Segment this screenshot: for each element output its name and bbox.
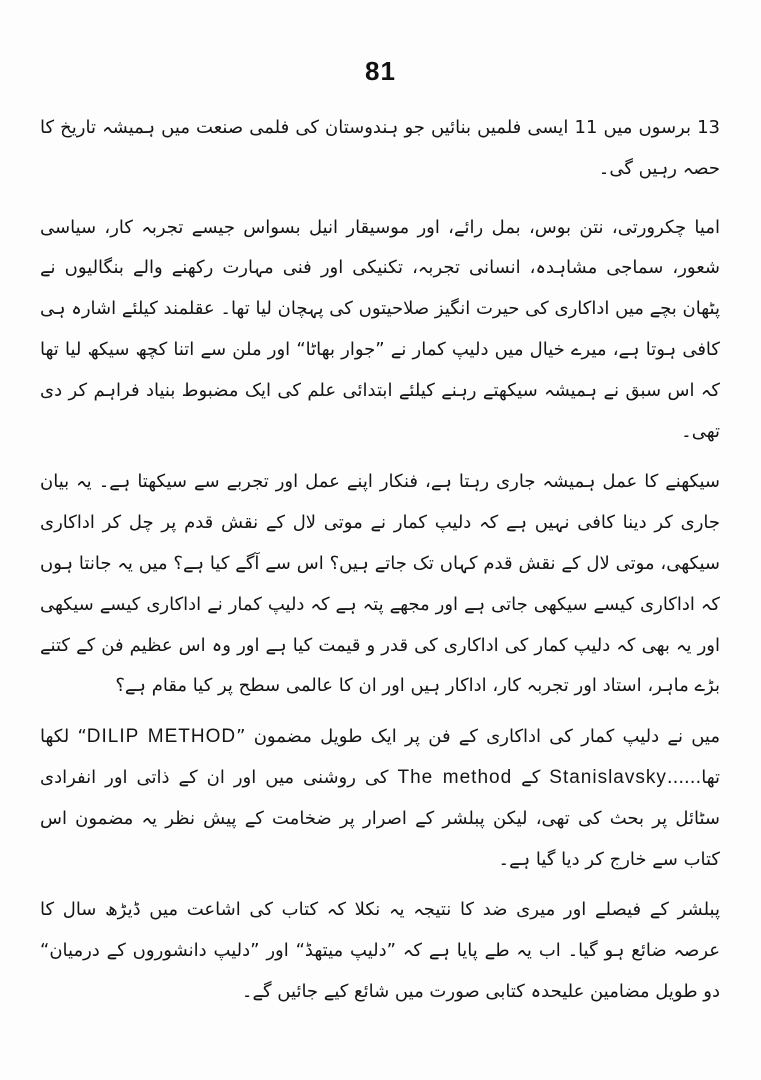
paragraph-2: امیا چکرورتی، نتن بوس، بمل رائے، اور موسیقار انیل بسواس جیسے تجربہ کار، سیاسی شعور، سماجی مشاہدہ، انسانی تجربہ، تکنیکی اور فنی مہارت رکھنے والے بنگالیوں نے پٹھان بچے میں اداکاری کی حیرت انگیز صلاحیتوں کی پہچان لیا تھا۔ عقلمند کیلئے اشارہ ہی کافی ہوتا ہے، میرے خیال میں دلیپ کمار نے ”جوار بھاٹا“ اور ملن سے اتنا کچھ سیکھ لیا تھا کہ اس سبق نے ہمیشہ سیکھتے رہنے کیلئے ابتدائی علم کی ایک مضبوط بنیاد فراہم کر دی تھی۔ [40, 216, 720, 442]
the-method-term: The method [397, 766, 513, 788]
paragraph-3: سیکھنے کا عمل ہمیشہ جاری رہتا ہے، فنکار اپنے عمل اور تجربے سے سیکھتا ہے۔ یہ بیان جاری کر دینا کافی نہیں ہے کہ دلیپ کمار نے موتی لال کے نقش قدم پر چل کر اداکاری سیکھی، موتی لال کے نقش قدم کہاں تک جاتے ہیں؟ اس سے آگے کیا ہے؟ میں یہ جانتا ہوں کہ اداکاری کیسے سیکھی جاتی ہے اور مجھے پتہ ہے کہ دلیپ کمار نے اداکاری کیسے سیکھی اور یہ بھی کہ دلیپ کمار کی اداکاری کی قدر و قیمت کیا ہے اور وہ اس عظیم فن کے کتنے بڑے ماہر، استاد اور تجربہ کار، اداکار ہیں اور ان کا عالمی سطح پر کیا مقام ہے؟ [40, 471, 720, 697]
paragraph-1: 13 برسوں میں 11 ایسی فلمیں بنائیں جو ہندوستان کی فلمی صنعت میں ہمیشہ تاریخ کا حصہ رہیں گی۔ [40, 117, 720, 179]
paragraph-4-text-3: کے [512, 766, 550, 788]
stanislavsky-term: Stanislavsky [549, 766, 667, 788]
page-body [40, 108, 720, 1023]
paragraph-4 [40, 717, 720, 880]
paragraph-5: پبلشر کے فیصلے اور میری ضد کا نتیجہ یہ نکلا کہ کتاب کی اشاعت میں ڈیڑھ سال کا عرصہ ضائع ہو گیا۔ اب یہ طے پایا ہے کہ ”دلیپ میتھڈ“ اور ”دلیپ دانشوروں کے درمیان“ دو طویل مضامین علیحدہ کتابی صورت میں شائع کیے جائیں گے۔ [40, 899, 720, 1002]
page-number: 81 [365, 56, 396, 86]
dilip-method-term: DILIP METHOD [86, 726, 237, 748]
paragraph-4-text-2: “ لکھا تھا...... [40, 726, 720, 788]
paragraph-4-text-4: کی روشنی میں اور ان کے ذاتی اور انفرادی سٹائل پر بحث کی تھی، لیکن پبلشر کے اصرار پر ضخامت کے پیش نظر یہ مضمون اس کتاب سے خارج کر دیا گیا ہے۔ [40, 766, 720, 870]
paragraph-4-text-1: میں نے دلیپ کمار کی اداکاری کے فن پر ایک طویل مضمون ” [236, 726, 720, 748]
